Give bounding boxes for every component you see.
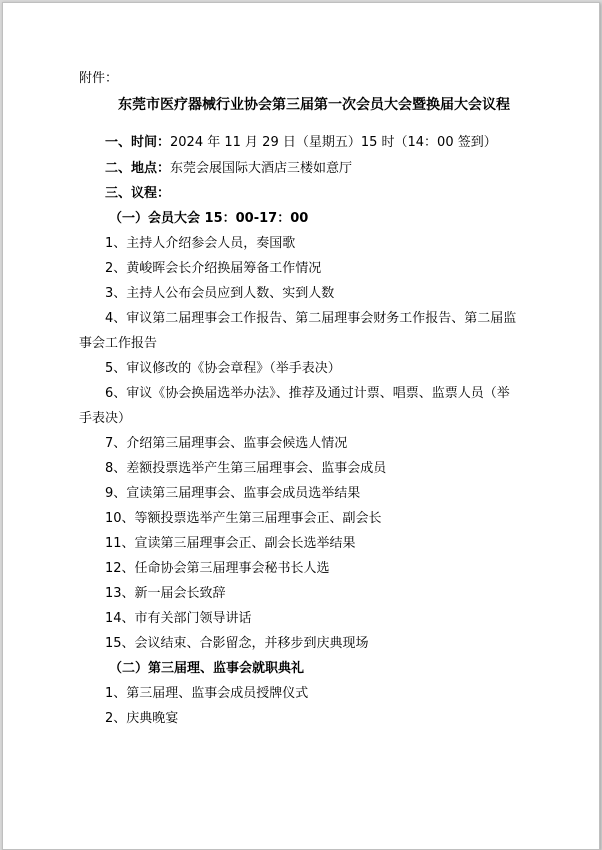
agenda-item: 10、等额投票选举产生第三届理事会正、副会长 (105, 511, 382, 526)
agenda-item: 1、第三届理、监事会成员授牌仪式 (105, 686, 309, 701)
agenda-item: 7、介绍第三届理事会、监事会候选人情况 (105, 436, 348, 451)
agenda-item: 4、审议第二届理事会工作报告、第二届理事会财务工作报告、第二届监 (105, 311, 517, 326)
time-line (105, 135, 497, 151)
agenda-item-continuation: 手表决） (79, 411, 132, 426)
agenda-item: 6、审议《协会换届选举办法》、推荐及通过计票、唱票、监票人员（举 (105, 386, 510, 401)
document-title: 东莞市医疗器械行业协会第三届第一次会员大会暨换届大会议程 (118, 97, 510, 113)
location-line (105, 161, 352, 177)
agenda-item: 15、会议结束、合影留念，并移步到庆典现场 (105, 636, 369, 651)
section1-heading: （一）会员大会 15：00-17：00 (109, 211, 309, 226)
agenda-item: 1、主持人介绍参会人员，奏国歌 (105, 236, 296, 251)
agenda-label: 三、议程： (105, 186, 171, 201)
time-label: 一、时间： (105, 135, 171, 150)
agenda-item: 3、主持人公布会员应到人数、实到人数 (105, 286, 335, 301)
agenda-item-continuation: 事会工作报告 (79, 336, 158, 351)
agenda-item: 5、审议修改的《协会章程》（举手表决） (105, 361, 341, 376)
agenda-item: 12、任命协会第三届理事会秘书长人选 (105, 561, 330, 576)
document-page (2, 2, 600, 850)
location-value: 东莞会展国际大酒店三楼如意厅 (170, 161, 353, 176)
agenda-item: 9、宣读第三届理事会、监事会成员选举结果 (105, 486, 361, 501)
location-label: 二、地点： (105, 161, 171, 176)
agenda-item: 11、宣读第三届理事会正、副会长选举结果 (105, 536, 356, 551)
section2-heading: （二）第三届理、监事会就职典礼 (109, 661, 305, 676)
agenda-item: 8、差额投票选举产生第三届理事会、监事会成员 (105, 461, 387, 476)
agenda-item: 14、市有关部门领导讲话 (105, 611, 252, 626)
agenda-item: 2、庆典晚宴 (105, 711, 179, 726)
attachment-label: 附件： (79, 71, 119, 86)
agenda-item: 13、新一届会长致辞 (105, 586, 226, 601)
time-value: 2024 年 11 月 29 日（星期五）15 时（14：00 签到） (170, 135, 497, 150)
agenda-item: 2、黄峻晖会长介绍换届筹备工作情况 (105, 261, 322, 276)
